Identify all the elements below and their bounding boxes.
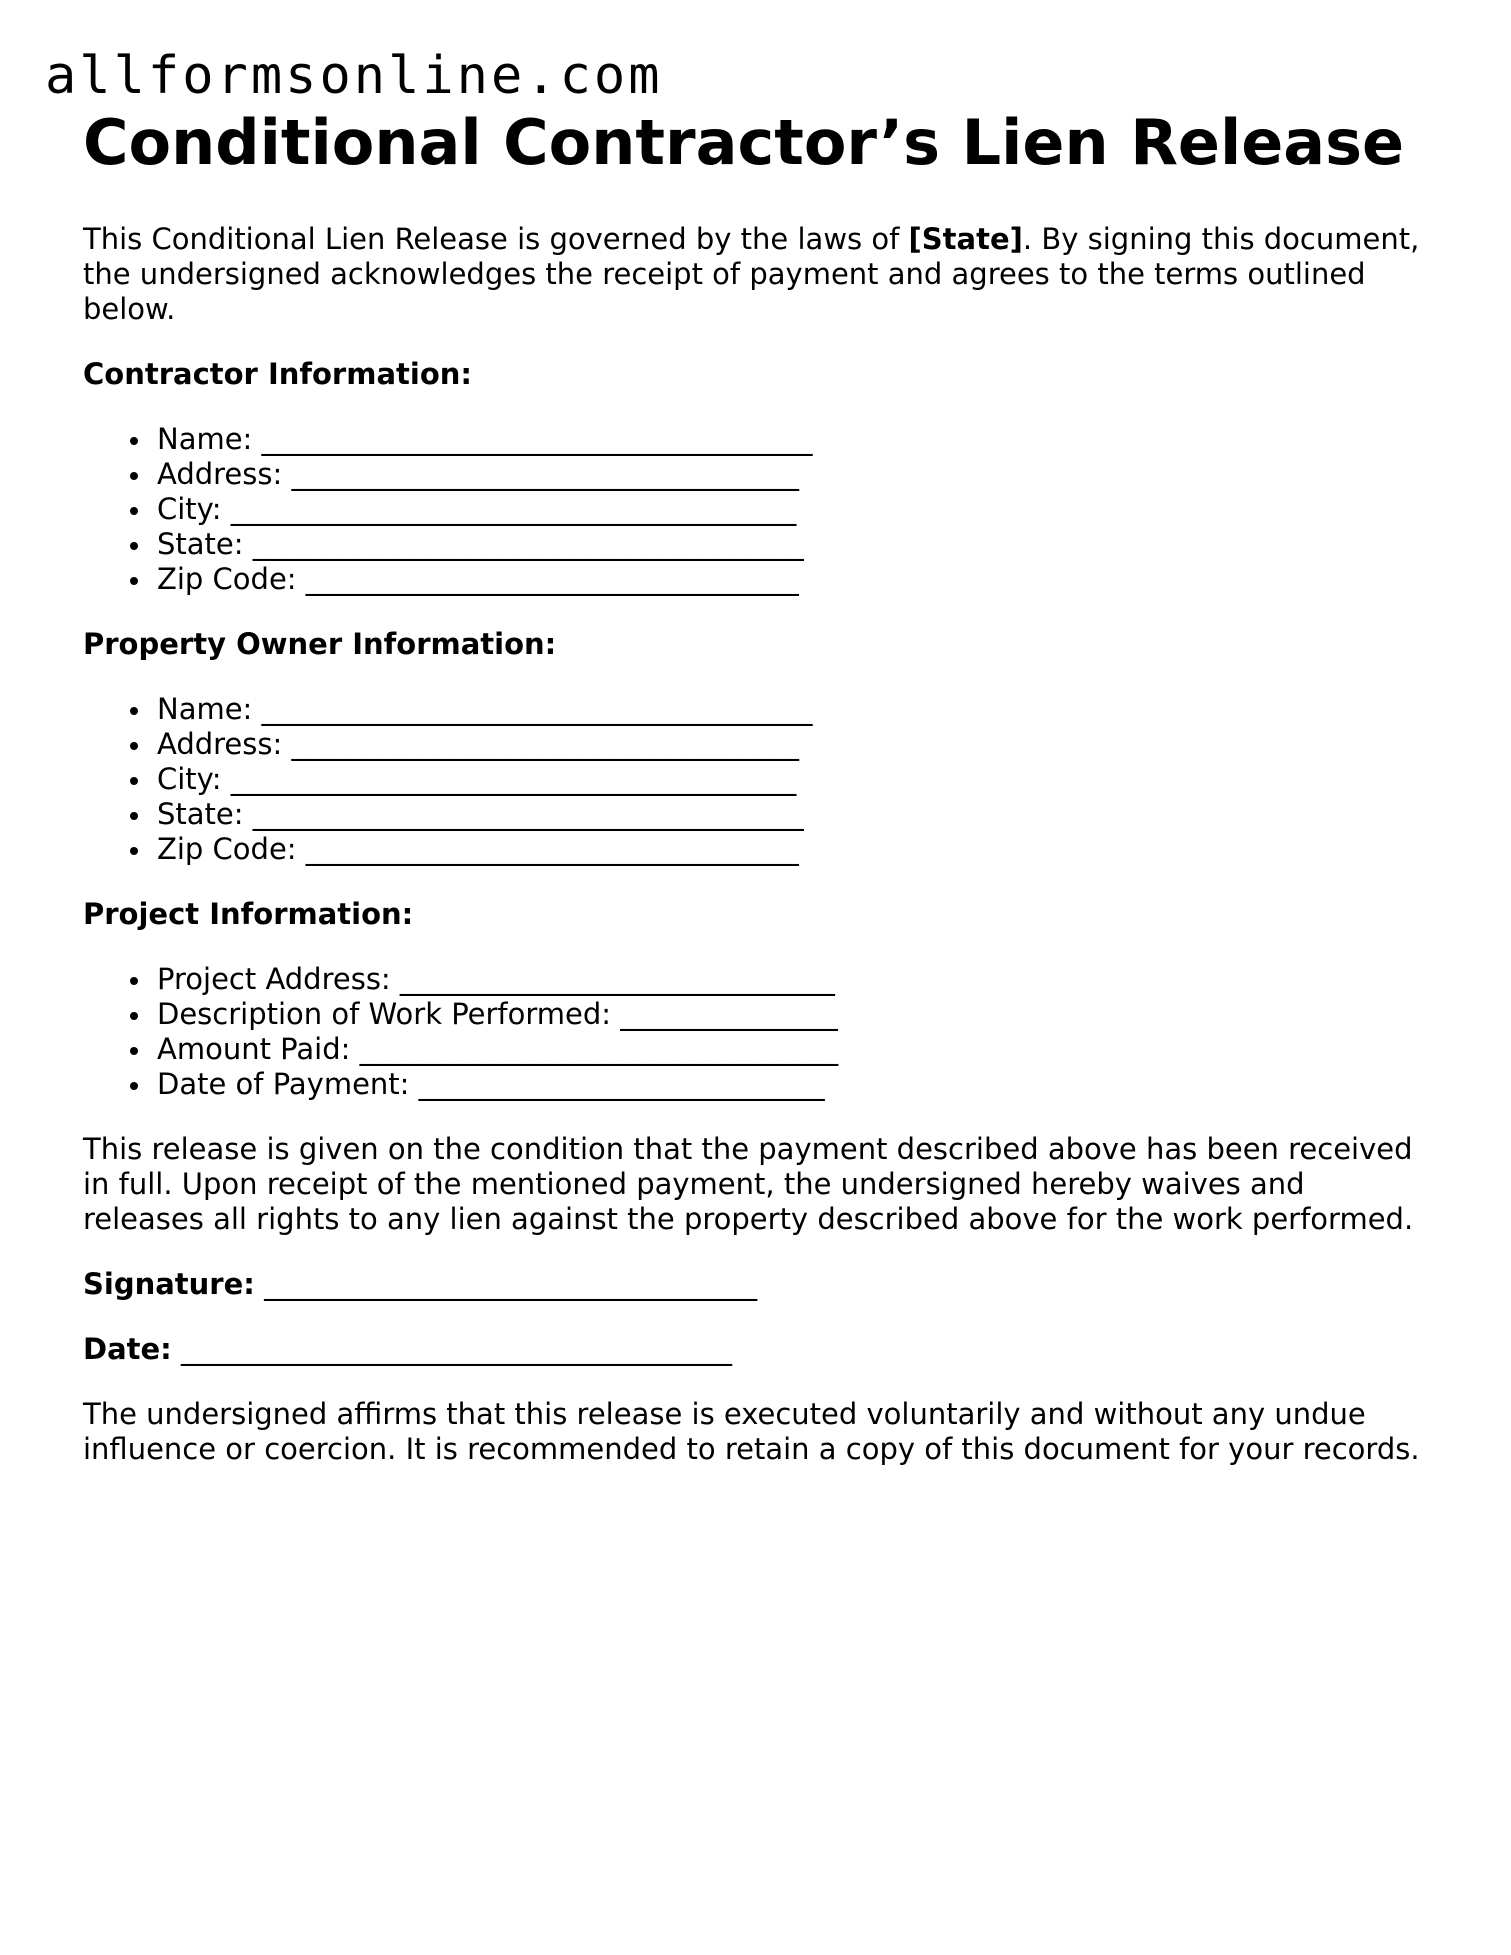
date-line[interactable]: ______________________________________ — [181, 1332, 732, 1366]
project-address-field[interactable]: Project Address: ______________________________ — [157, 962, 1423, 997]
contractor-zip-field[interactable]: Zip Code: __________________________________ — [157, 562, 1423, 597]
owner-zip-field[interactable]: Zip Code: __________________________________ — [157, 832, 1423, 867]
owner-address-field[interactable]: Address: ___________________________________ — [157, 727, 1423, 762]
owner-state-field[interactable]: State: ______________________________________ — [157, 797, 1423, 832]
document — [83, 106, 1423, 1467]
work-description-field[interactable]: Description of Work Performed: _______________ — [157, 997, 1423, 1032]
intro-text-before: This Conditional Lien Release is governed by the laws of — [83, 222, 909, 256]
amount-paid-field[interactable]: Amount Paid: _________________________________ — [157, 1032, 1423, 1067]
owner-city-field[interactable]: City: _______________________________________ — [157, 762, 1423, 797]
owner-heading: Property Owner Information: — [83, 627, 557, 661]
contractor-fields — [83, 422, 1423, 597]
owner-name-field[interactable]: Name: ______________________________________ — [157, 692, 1423, 727]
closing-paragraph: The undersigned affirms that this release is executed voluntarily and without any undue influence or coercion. It is recommended to retain a copy of this document for your records. — [83, 1397, 1420, 1466]
project-heading: Project Information: — [83, 897, 414, 931]
intro-paragraph — [83, 222, 1423, 327]
project-fields — [83, 962, 1423, 1102]
document-title: Conditional Contractor’s Lien Release — [83, 106, 1405, 179]
signature-line[interactable]: __________________________________ — [264, 1267, 758, 1301]
date-label: Date: — [83, 1332, 172, 1366]
contractor-city-field[interactable]: City: _______________________________________ — [157, 492, 1423, 527]
contractor-heading: Contractor Information: — [83, 357, 472, 391]
owner-fields — [83, 692, 1423, 867]
condition-paragraph: This release is given on the condition that the payment described above has been received in full. Upon receipt of the mentioned payment, the undersigned hereby waives and releases all rights to any lien against the property described above for the work performed. — [83, 1132, 1414, 1236]
intro-text-after: . By signing this document, the undersigned acknowledges the receipt of payment and agrees to the terms outlined below. — [83, 222, 1420, 326]
payment-date-field[interactable]: Date of Payment: ____________________________ — [157, 1067, 1423, 1102]
state-placeholder: [State] — [908, 222, 1023, 256]
signature-label: Signature: — [83, 1267, 255, 1301]
site-watermark: allformsonline.com — [45, 46, 663, 106]
contractor-state-field[interactable]: State: ______________________________________ — [157, 527, 1423, 562]
date-field[interactable] — [83, 1332, 1423, 1367]
contractor-name-field[interactable]: Name: ______________________________________ — [157, 422, 1423, 457]
signature-field[interactable] — [83, 1267, 1423, 1302]
contractor-address-field[interactable]: Address: ___________________________________ — [157, 457, 1423, 492]
